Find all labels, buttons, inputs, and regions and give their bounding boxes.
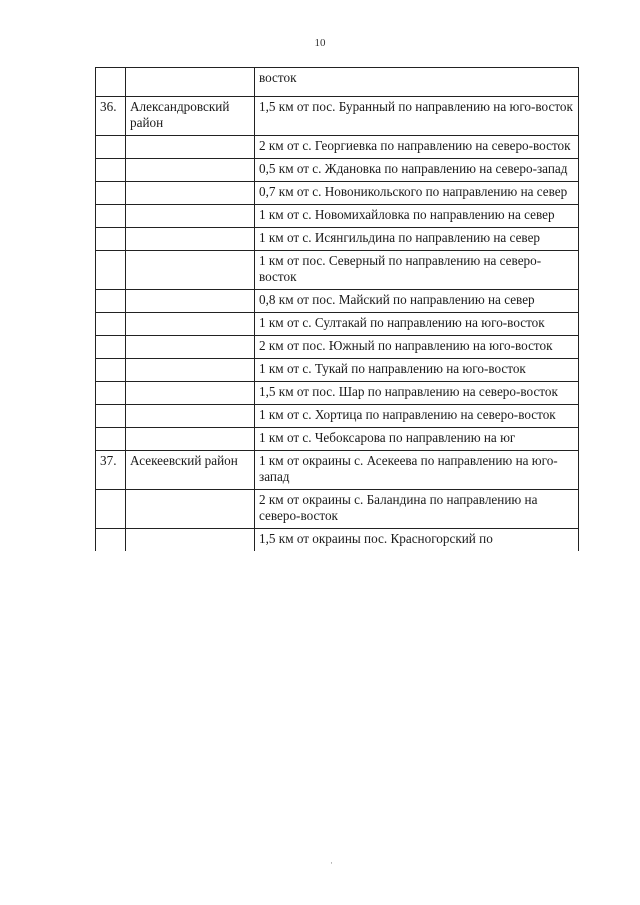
table-row bbox=[96, 490, 579, 529]
table-row bbox=[96, 359, 579, 382]
row-number-cell bbox=[96, 228, 126, 251]
row-number-cell bbox=[96, 159, 126, 182]
location-cell: восток bbox=[255, 68, 579, 97]
row-number-cell bbox=[96, 68, 126, 97]
row-number-cell bbox=[96, 490, 126, 529]
district-cell bbox=[126, 313, 255, 336]
district-cell bbox=[126, 182, 255, 205]
row-number-cell bbox=[96, 529, 126, 552]
table-row bbox=[96, 405, 579, 428]
district-cell: Асекеевский район bbox=[126, 451, 255, 490]
location-cell: 1,5 км от окраины пос. Красногорский по bbox=[255, 529, 579, 552]
location-cell: 1 км от пос. Северный по направлению на северо-восток bbox=[255, 251, 579, 290]
location-cell: 1 км от с. Исянгильдина по направлению на север bbox=[255, 228, 579, 251]
table-row bbox=[96, 451, 579, 490]
district-cell bbox=[126, 159, 255, 182]
district-cell bbox=[126, 228, 255, 251]
row-number-cell bbox=[96, 205, 126, 228]
row-number-cell bbox=[96, 428, 126, 451]
location-cell: 1 км от окраины с. Асекеева по направлению на юго-запад bbox=[255, 451, 579, 490]
table-row bbox=[96, 68, 579, 97]
table-row bbox=[96, 251, 579, 290]
row-number-cell: 37. bbox=[96, 451, 126, 490]
row-number-cell bbox=[96, 290, 126, 313]
location-cell: 2 км от пос. Южный по направлению на юго-восток bbox=[255, 336, 579, 359]
district-cell bbox=[126, 359, 255, 382]
row-number-cell bbox=[96, 359, 126, 382]
location-cell: 1 км от с. Тукай по направлению на юго-восток bbox=[255, 359, 579, 382]
district-cell: Александровский район bbox=[126, 97, 255, 136]
table-row bbox=[96, 290, 579, 313]
district-cell bbox=[126, 68, 255, 97]
location-cell: 2 км от с. Георгиевка по направлению на северо-восток bbox=[255, 136, 579, 159]
district-cell bbox=[126, 428, 255, 451]
row-number-cell bbox=[96, 336, 126, 359]
table-row bbox=[96, 336, 579, 359]
row-number-cell bbox=[96, 382, 126, 405]
location-cell: 1 км от с. Новомихайловка по направлению на север bbox=[255, 205, 579, 228]
row-number-cell bbox=[96, 405, 126, 428]
district-cell bbox=[126, 382, 255, 405]
location-cell: 1,5 км от пос. Буранный по направлению на юго-восток bbox=[255, 97, 579, 136]
row-number-cell bbox=[96, 313, 126, 336]
district-cell bbox=[126, 251, 255, 290]
table-row bbox=[96, 182, 579, 205]
table-row bbox=[96, 382, 579, 405]
district-cell bbox=[126, 336, 255, 359]
table-row bbox=[96, 313, 579, 336]
location-cell: 0,5 км от с. Ждановка по направлению на северо-запад bbox=[255, 159, 579, 182]
row-number-cell bbox=[96, 136, 126, 159]
district-cell bbox=[126, 405, 255, 428]
district-cell bbox=[126, 136, 255, 159]
location-cell: 0,7 км от с. Новоникольского по направлению на север bbox=[255, 182, 579, 205]
table-row bbox=[96, 428, 579, 451]
page-mark-dot: · bbox=[330, 858, 333, 868]
row-number-cell bbox=[96, 251, 126, 290]
table-row bbox=[96, 159, 579, 182]
table-row bbox=[96, 97, 579, 136]
table-row bbox=[96, 205, 579, 228]
page-number: 10 bbox=[314, 37, 326, 49]
district-cell bbox=[126, 490, 255, 529]
row-number-cell bbox=[96, 182, 126, 205]
district-cell bbox=[126, 205, 255, 228]
location-cell: 1 км от с. Султакай по направлению на юго-восток bbox=[255, 313, 579, 336]
district-cell bbox=[126, 290, 255, 313]
location-cell: 1,5 км от пос. Шар по направлению на северо-восток bbox=[255, 382, 579, 405]
locations-table bbox=[95, 67, 579, 551]
location-cell: 0,8 км от пос. Майский по направлению на север bbox=[255, 290, 579, 313]
location-cell: 1 км от с. Чебоксарова по направлению на юг bbox=[255, 428, 579, 451]
row-number-cell: 36. bbox=[96, 97, 126, 136]
table-row bbox=[96, 228, 579, 251]
location-cell: 1 км от с. Хортица по направлению на северо-восток bbox=[255, 405, 579, 428]
district-cell bbox=[126, 529, 255, 552]
table-row bbox=[96, 136, 579, 159]
location-cell: 2 км от окраины с. Баландина по направлению на северо-восток bbox=[255, 490, 579, 529]
table-row bbox=[96, 529, 579, 552]
